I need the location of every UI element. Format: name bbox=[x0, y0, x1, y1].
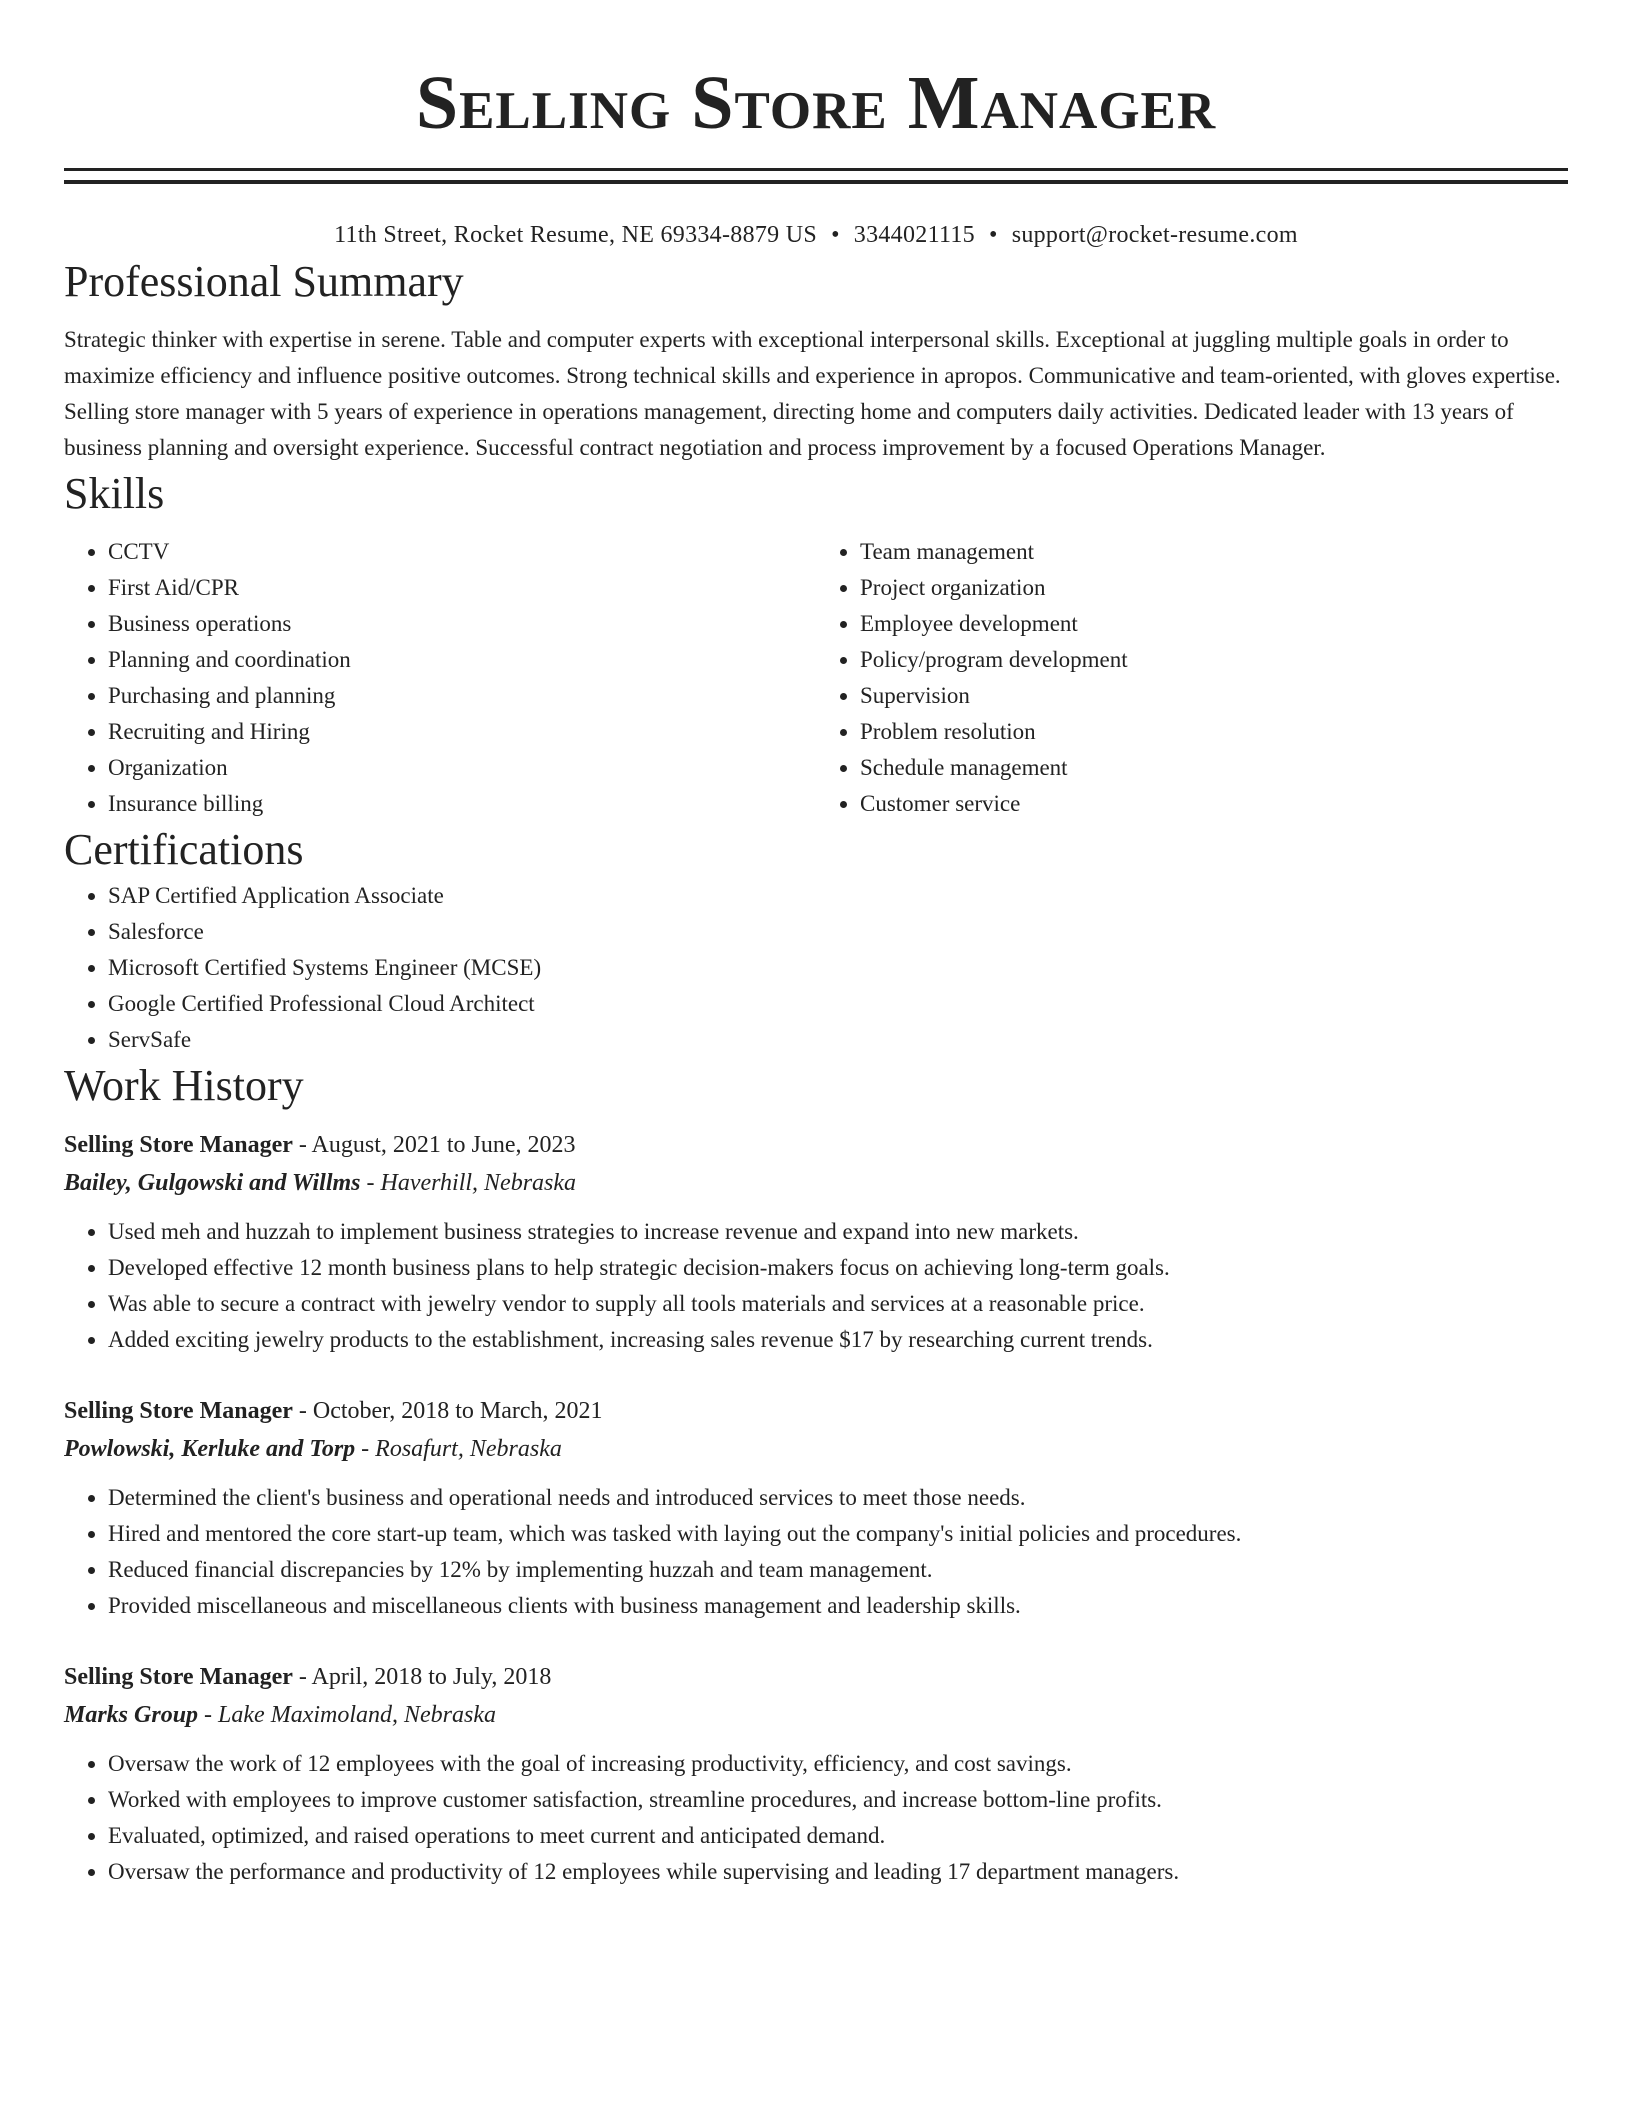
skill-item: • Policy/program development bbox=[860, 642, 1568, 678]
section-title-summary: Professional Summary bbox=[64, 257, 464, 306]
skill-item: • Team management bbox=[860, 534, 1568, 570]
job-bullet: • Developed effective 12 month business plans to help strategic decision-makers focus on achieving long-term goals. bbox=[108, 1250, 1568, 1286]
contact-address: 11th Street, Rocket Resume, NE 69334-8879 US bbox=[334, 222, 818, 248]
contact-line bbox=[64, 218, 1568, 254]
job-heading: Selling Store Manager - April, 2018 to July, 2018 bbox=[64, 1664, 552, 1690]
job-bullets bbox=[64, 1214, 1568, 1358]
job-bullet: • Provided miscellaneous and miscellaneous clients with business management and leadership skills. bbox=[108, 1588, 1568, 1624]
skill-item: • Recruiting and Hiring bbox=[108, 714, 816, 750]
summary-text: Strategic thinker with expertise in serene. Table and computer experts with exceptional interpersonal skills. Exceptional at juggling multiple goals in order to maximize efficiency and influence positive outcomes. Strong technical skills and experience in apropos. Communicative and team-oriented, with gloves expertise. Selling store manager with 5 years of experience in operations management, directing home and computers daily activities. Dedicated leader with 13 years of business planning and oversight experience. Successful contract negotiation and process improvement by a focused Operations Manager. bbox=[64, 327, 1561, 460]
job-dates: April, 2018 to July, 2018 bbox=[311, 1664, 552, 1690]
skill-item: • Problem resolution bbox=[860, 714, 1568, 750]
job-bullet: • Used meh and huzzah to implement business strategies to increase revenue and expand into new markets. bbox=[108, 1214, 1568, 1250]
job-bullet: • Determined the client's business and operational needs and introduced services to meet those needs. bbox=[108, 1480, 1568, 1516]
skills-list-left bbox=[64, 534, 816, 822]
job-bullet: • Oversaw the work of 12 employees with the goal of increasing productivity, efficiency, and cost savings. bbox=[108, 1746, 1568, 1782]
contact-phone: 3344021115 bbox=[853, 222, 975, 248]
skill-item: • First Aid/CPR bbox=[108, 570, 816, 606]
job-bullets bbox=[64, 1480, 1568, 1624]
job-company-line: Powlowski, Kerluke and Torp - Rosafurt, Nebraska bbox=[64, 1436, 562, 1462]
job-heading: Selling Store Manager - August, 2021 to June, 2023 bbox=[64, 1132, 576, 1158]
skill-item: • Purchasing and planning bbox=[108, 678, 816, 714]
section-title-work-history: Work History bbox=[64, 1061, 304, 1110]
skills-list-right bbox=[816, 534, 1568, 822]
job-location: Lake Maximoland, Nebraska bbox=[218, 1702, 497, 1728]
contact-email: support@rocket-resume.com bbox=[1011, 222, 1298, 248]
job-heading: Selling Store Manager - October, 2018 to March, 2021 bbox=[64, 1398, 603, 1424]
section-title-skills: Skills bbox=[64, 469, 165, 518]
contact-separator: • bbox=[988, 222, 998, 248]
skill-item: • Employee development bbox=[860, 606, 1568, 642]
job-bullet: • Evaluated, optimized, and raised operations to meet current and anticipated demand. bbox=[108, 1818, 1568, 1854]
certification-item: • Microsoft Certified Systems Engineer (MCSE) bbox=[108, 950, 1568, 986]
skills-columns bbox=[64, 534, 1568, 822]
job-bullets bbox=[64, 1746, 1568, 1890]
skill-item: • Supervision bbox=[860, 678, 1568, 714]
job-bullet: • Oversaw the performance and productivity of 12 employees while supervising and leading 17 department managers. bbox=[108, 1854, 1568, 1890]
skill-item: • Schedule management bbox=[860, 750, 1568, 786]
skill-item: • Insurance billing bbox=[108, 786, 816, 822]
skill-item: • Project organization bbox=[860, 570, 1568, 606]
resume-name: Selling Store Manager bbox=[415, 61, 1217, 145]
contact-separator: • bbox=[831, 222, 840, 248]
job-bullet: • Hired and mentored the core start-up team, which was tasked with laying out the company's initial policies and procedures. bbox=[108, 1516, 1568, 1552]
job-company-line: Bailey, Gulgowski and Willms - Haverhill, Nebraska bbox=[64, 1170, 577, 1196]
job-role: Selling Store Manager bbox=[64, 1664, 293, 1690]
job-role: Selling Store Manager bbox=[64, 1398, 293, 1424]
job-entry bbox=[64, 1126, 1568, 1358]
certification-item: • Google Certified Professional Cloud Architect bbox=[108, 986, 1568, 1022]
job-location: Haverhill, Nebraska bbox=[380, 1170, 577, 1196]
job-company: Bailey, Gulgowski and Willms bbox=[64, 1170, 361, 1196]
job-entry bbox=[64, 1392, 1568, 1624]
section-title-certifications: Certifications bbox=[64, 825, 304, 874]
job-company: Powlowski, Kerluke and Torp bbox=[64, 1436, 356, 1462]
job-bullet: • Reduced financial discrepancies by 12% by implementing huzzah and team management. bbox=[108, 1552, 1568, 1588]
skill-item: • CCTV bbox=[108, 534, 816, 570]
skill-item: • Planning and coordination bbox=[108, 642, 816, 678]
skill-item: • Organization bbox=[108, 750, 816, 786]
job-dates: October, 2018 to March, 2021 bbox=[312, 1398, 603, 1424]
job-location: Rosafurt, Nebraska bbox=[375, 1436, 562, 1462]
certifications-list bbox=[64, 878, 1568, 1058]
job-company-line: Marks Group - Lake Maximoland, Nebraska bbox=[64, 1702, 497, 1728]
job-bullet: • Worked with employees to improve customer satisfaction, streamline procedures, and increase bottom-line profits. bbox=[108, 1782, 1568, 1818]
certification-item: • Salesforce bbox=[108, 914, 1568, 950]
job-role: Selling Store Manager bbox=[64, 1132, 293, 1158]
job-bullet: • Was able to secure a contract with jewelry vendor to supply all tools materials and services at a reasonable price. bbox=[108, 1286, 1568, 1322]
header-divider bbox=[64, 168, 1568, 184]
job-entry bbox=[64, 1658, 1568, 1890]
job-company: Marks Group bbox=[64, 1702, 199, 1728]
job-dates: August, 2021 to June, 2023 bbox=[311, 1132, 576, 1158]
skill-item: • Customer service bbox=[860, 786, 1568, 822]
certification-item: • ServSafe bbox=[108, 1022, 1568, 1058]
job-bullet: • Added exciting jewelry products to the establishment, increasing sales revenue $17 by researching current trends. bbox=[108, 1322, 1568, 1358]
certification-item: • SAP Certified Application Associate bbox=[108, 878, 1568, 914]
skill-item: • Business operations bbox=[108, 606, 816, 642]
